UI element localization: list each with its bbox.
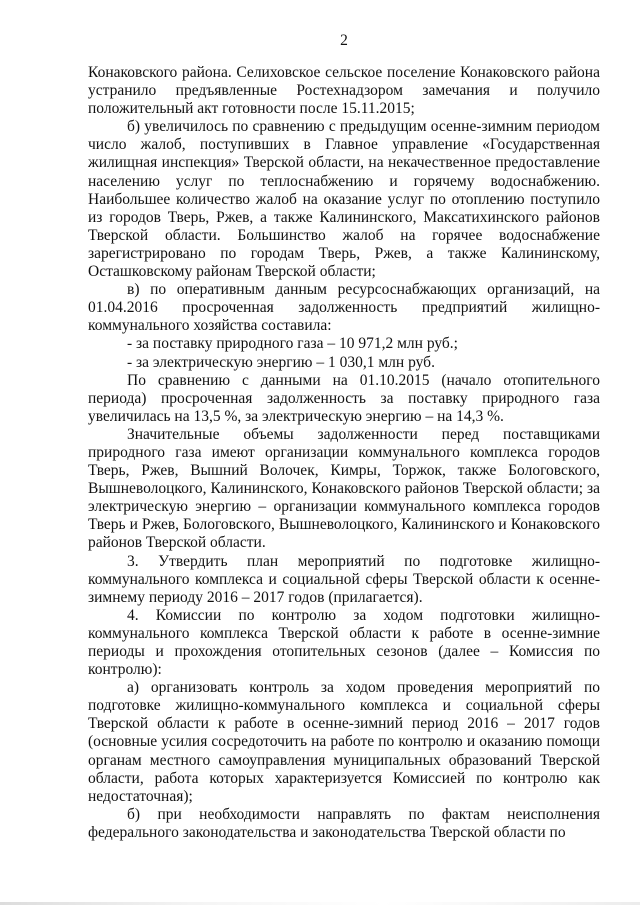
document-body: [88, 64, 600, 842]
document-page: [88, 0, 600, 905]
list-item: - за электрическую энергию – 1 030,1 млн руб.: [127, 353, 435, 371]
paragraph: б) при необходимости направлять по фактам неисполнения федерального законодательства и законодательства Тверской области по: [88, 805, 600, 841]
page-number: 2: [340, 32, 348, 49]
paragraph: Конаковского района. Селиховское сельское поселение Конаковского района устранило предъявленные Ростехнадзором замечания и получило положительный акт готовности после 15.11.2015;: [88, 64, 600, 118]
list-item: - за поставку природного газа – 10 971,2 млн руб.;: [127, 335, 458, 353]
paragraph: в) по оперативным данным ресурсоснабжающих организаций, на 01.04.2016 просроченная задолженность предприятий жилищно-коммунального хозяйства составила:: [88, 281, 600, 335]
paragraph: Значительные объемы задолженности перед поставщиками природного газа имеют организации коммунального комплекса городов Тверь, Ржев, Вышний Волочек, Кимры, Торжок, также Бологовского, Вышневолоцкого, Калининского, Конаковского районов Тверской области; за электрическую энергию – организации коммунального комплекса городов Тверь и Ржев, Бологовского, Вышневолоцкого, Калининского и Конаковского районов Тверской области.: [88, 425, 600, 552]
paragraph: а) организовать контроль за ходом проведения мероприятий по подготовке жилищно-коммунального комплекса и социальной сферы Тверской области к работе в осенне-зимний период 2016 – 2017 годов (основные усилия сосредоточить на работе по контролю и оказанию помощи органам местного самоуправления муниципальных образований Тверской области, работа которых характеризуется Комиссией по контролю как недостаточная);: [88, 679, 600, 805]
paragraph: б) увеличилось по сравнению с предыдущим осенне-зимним периодом число жалоб, поступивших в Главное управление «Государственная жилищная инспекция» Тверской области, на некачественное предоставление населению услуг по теплоснабжению и горячему водоснабжению. Наибольшее количество жалоб на оказание услуг по отоплению поступило из городов Тверь, Ржев, а также Калининского, Максатихинского районов Тверской области. Большинство жалоб на горячее водоснабжение зарегистрировано по городам Тверь, Ржев, а также Калининскому, Осташковскому районам Тверской области;: [88, 118, 600, 281]
numbered-paragraph: 4. Комиссии по контролю за ходом подготовки жилищно-коммунального комплекса Тверской области к работе в осенне-зимние периоды и прохождения отопительных сезонов (далее – Комиссия по контролю):: [88, 606, 600, 679]
numbered-paragraph: 3. Утвердить план мероприятий по подготовке жилищно-коммунального комплекса и социальной сферы Тверской области к осенне-зимнему периоду 2016 – 2017 годов (прилагается).: [88, 552, 600, 606]
paragraph: По сравнению с данными на 01.10.2015 (начало отопительного периода) просроченная задолженность за поставку природного газа увеличилась на 13,5 %, за электрическую энергию – на 14,3 %.: [88, 371, 600, 425]
